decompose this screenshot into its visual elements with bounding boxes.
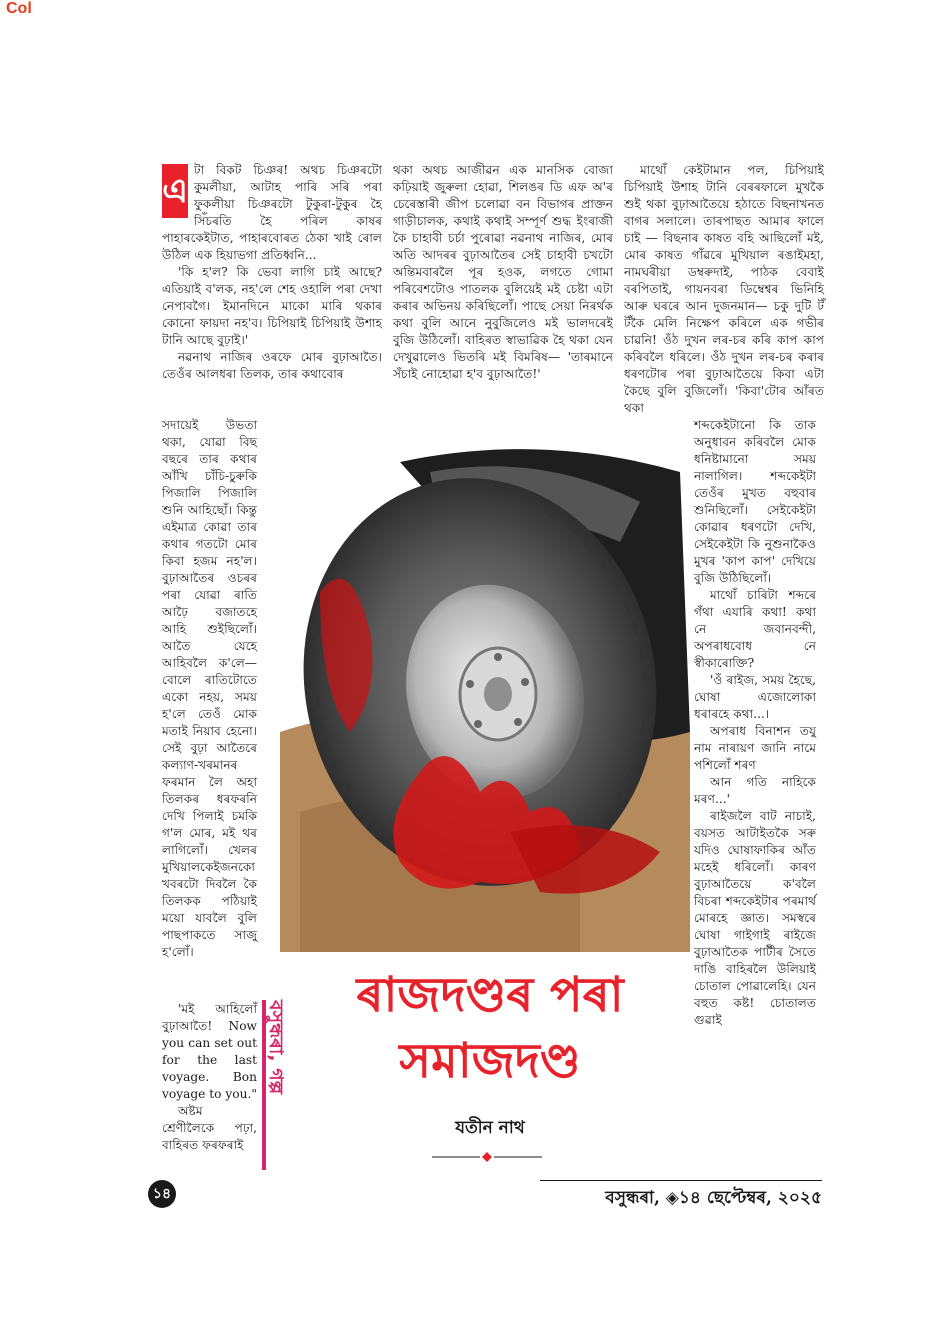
- section-label-text: বসুন্ধৰা, গল্প: [265, 1000, 287, 1095]
- paragraph: মাথোঁ কেইটামান পল, চিপিয়াই চিপিয়াই উশাহ টানি বেৰৰফালে মুখকৈ শুই থকা বুঢ়াআতৈয়ে হঠাতে বিছনাখনত বাগৰ সলালে। তাৰপাছত আমাৰ ফালে চাই — বিছনাৰ কাষত বহি আছিলোঁ মই, মোৰ কাষত গাঁৱৰে মুখিয়াল ৰঙাইমহা, নামঘৰীয়া ডম্বৰুদাই, পাঠক বেবাই বৰপিতাই, গায়নবৰা ডিম্বেশ্বৰ ভিনিহি আৰু ঘৰৰে আন দুজনমান— চকু দুটি টঁ টঁকৈ মেলি নিক্ষেপ কৰিলে এক গভীৰ চাৱনি! ওঁঠ দুখন লৰ-চৰ কৰি কাপ কাপ কৰিবলৈ ধৰিলে। ওঁঠ দুখন লৰ-চৰ কৰাৰ ধৰণটোৰ পৰা বুঢ়াআতৈয়ে কিবা এটা কৈছে বুলি বুজিলোঁ। 'কিবা'টোৰ আঁৰত থকা: [624, 163, 824, 415]
- paragraph: নৱনাথ নাজিৰ ওৰফে মোৰ বুঢ়াআতৈ। তেওঁৰ আলধৰা তিলক, তাৰ কথাবোৰ: [162, 350, 382, 381]
- footer-text: বসুন্ধৰা, ◈১৪ ছেপ্টেম্বৰ, ২০২৫: [540, 1180, 822, 1213]
- paragraph: অপৰাধ বিনাশন তযু নাম নাৰায়ণ জানি নামে পশিলোঁ শৰণ: [694, 724, 816, 772]
- page-number: ১৪: [148, 1180, 176, 1208]
- paragraph: মাথোঁ চাৰিটা শব্দৰে গঁথা এযাৰি কথা! কথা নে জবানবন্দী, অপৰাধবোধ নে স্বীকাৰোক্তি?: [694, 588, 816, 670]
- paragraph: শব্দকেইটানো কি তাক অনুধাবন কৰিবলৈ মোক ধনিষ্টামানো সময় নালাগিল। শব্দকেইটা তেওঁৰ মুখত বহুবাৰ শুনিছিলোঁ। সেইকেইটা কোৱাৰ ধৰণটো দেখি, সেইকেইটা কি নুশুনাকৈও মুখৰ 'কাপ কাপ' দেখিয়ে বুজি উঠিছিলোঁ।: [694, 418, 816, 585]
- paragraph: আন গতি নাহিকে মৰণ...': [694, 775, 816, 806]
- column-2: [393, 162, 613, 383]
- title-line-1: ৰাজদণ্ডৰ পৰা: [356, 967, 624, 1023]
- lug-nut: [494, 653, 502, 661]
- column-3-top: [624, 162, 824, 417]
- lug-nut: [466, 680, 474, 688]
- paragraph: সদায়েই উভতা থকা, যোৱা বিছ বছৰে তাৰ কথাৰ আঁখি চাঁচি-চুৰুকি পিজালি পিজালি শুনি আহিছোঁ। কিন্তু এইমাত্ৰ কোৱা তাৰ কথাৰ গতটো মোৰ কিবা হজম নহ'ল। বুঢ়াআতৈৰ ওচৰৰ পৰা যোৱা ৰাতি আঢ়ৈ বজাতহে আহি শুইছিলোঁ। আতৈ যেহে আহিবলৈ ক'লে— বোলে ৰাতিটোতে একো নহয়, সময় হ'লে তেওঁ মোক মতাই নিয়াব হেনো। সেই বুঢ়া আতৈৰে কল্যাণ-খৰমানৰ ফৰমান লৈ অহা তিলকৰ ধৰফৰনি দেখি পিলাই চমকি গ'ল মোৰ, মই থৰ লাগিলোঁ। খেলৰ মুখিয়ালকেইজনকো খবৰটো দিবলৈ কৈ তিলকক পঠিয়াই ময়ো যাবলৈ বুলি পাছপাকতে সাজু হ'লোঁ।: [162, 418, 257, 959]
- lug-nut: [521, 678, 529, 686]
- drop-cap: এ: [162, 164, 188, 218]
- paragraph: 'কি হ'ল? কি ভেবা লাগি চাই আছে? এতিয়াই ব'লক, নহ'লে শেহ ওহালি পৰা দেখা নেপাবগৈ। ইমানদিনে মাকো মাৰি থকাৰ কোনো ফায়দা নহ'ব। চিপিয়াই চিপিয়াই উশাহ টানি আছে বুঢ়াই।': [162, 265, 382, 347]
- divider-ornament: [432, 1152, 542, 1162]
- column-1-narrow: [162, 417, 257, 961]
- column-1-bottom: [162, 1001, 257, 1154]
- section-label: [262, 1000, 296, 1170]
- author-name: যতীন নাথ: [455, 1118, 525, 1138]
- car-wheel-illustration: [280, 432, 690, 952]
- paragraph: টা বিকট চিঞৰ! অথচ চিঞৰটো কুমলীয়া, আটাহ পাৰি সৰি পৰা ফুকলীয়া চিঞৰটো টুকুৰা-টুকুৰ হৈ সিঁচৰতি হৈ পৰিল কাষৰ পাহাৰকেইটাত, পাহাৰবোৰত ঠেকা খাই ৰোল উঠিল এক হিয়াভগা প্ৰতিধ্বনি...: [162, 163, 382, 262]
- corner-tag: Col: [6, 0, 32, 17]
- column-1-top: [162, 162, 382, 383]
- lug-nut: [514, 718, 522, 726]
- lug-nut: [474, 720, 482, 728]
- paragraph: 'ওঁ ৰাইজ, সময় হৈছে, ঘোষা এজোলোকা ধৰাৰহে কথা...।: [694, 673, 816, 721]
- paragraph: থকা অথচ আজীৱন এক মানসিক বোজা কঢ়িয়াই জুৰুলা হোৱা, শিলঙৰ ডি এফ অ'ৰ চেৰেস্তাৰী জীপ চলোৱা বন বিভাগৰ প্ৰাক্তন গাড়ীচালক, কথাই কথাই সম্পূৰ্ণ শুদ্ধ ইংৰাজী কৈ চাহাবী চৰ্চা পুৰোৱা নৱনাথ নাজিৰ, মোৰ অতি আদৰৰ বুঢ়াআতৈৰ সেই চাহাবী চখটো অন্তিমবাৰলৈ পূৰ হওক, লগতে গোমা পৰিবেশটোও পাতলক বুলিয়েই মই চেষ্টা এটা কৰাৰ অভিনয় কৰিছিলোঁ। পাছে সেয়া নিৰৰ্থক কথা বুলি আনে নুবুজিলেও মই ভালদৰেই বুজি উঠিলোঁ। বাহিৰত স্বাভাৱিক হৈ থকা যেন দেখুৱালেও ভিতৰি মই বিমৰিষ— 'তাৰমানে সঁচাই নোহোৱা হ'ব বুঢ়াআতৈ!': [393, 163, 613, 381]
- paragraph: অষ্টম শ্ৰেণীলৈকে পঢ়া, বাহিৰত ফৰফৰাই: [162, 1104, 257, 1152]
- column-3-narrow: [694, 417, 816, 1029]
- paragraph: ৰাইজলৈ বাট নাচাই, বয়সত আটাইতকৈ সৰু যদিও ঘোষাফাকিৰ আঁত মহেই ধৰিলোঁ। কাৰণ বুঢ়াআতৈয়ে ক'বলৈ বিচৰা শব্দকেইটাৰ পৰমাৰ্থ মোৰহে জ্ঞাত। সমস্বৰে ঘোষা গাইগাই ৰাইজে বুঢ়াআতৈক পাটীৰ সৈতে দাঙি বাহিৰলৈ উলিয়াই চোতাল পোৱালেহি। যেন বহুত কষ্ট! চোতালত গুৱাই: [694, 809, 816, 1027]
- hub-center: [484, 677, 512, 711]
- paragraph: 'মই আহিলোঁ বুঢ়াআতৈ! Now you can set out for the last voyage. Bon voyage to you.": [162, 1002, 257, 1101]
- title-line-2: সমাজদণ্ড: [399, 1033, 581, 1089]
- article-title: [300, 962, 680, 1094]
